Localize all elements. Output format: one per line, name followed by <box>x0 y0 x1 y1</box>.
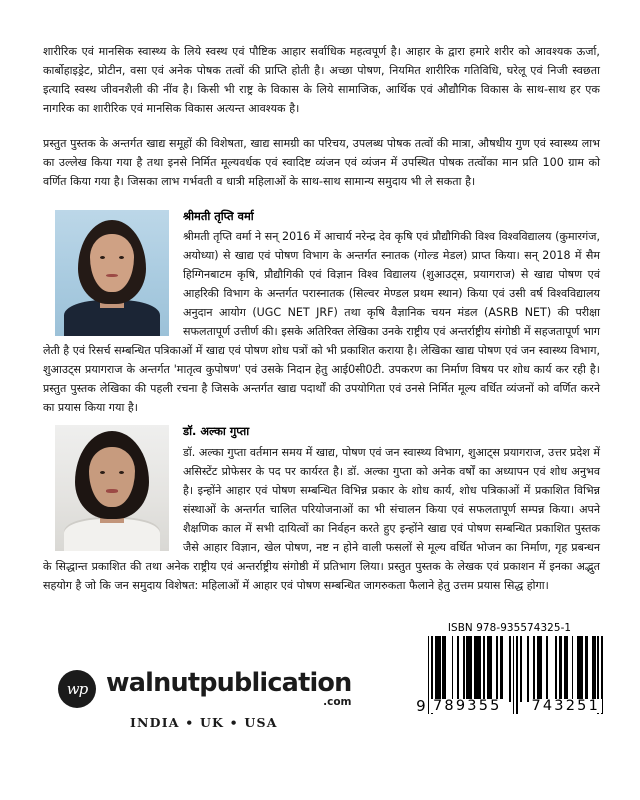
cover-footer <box>0 622 640 752</box>
author-block-1 <box>43 208 600 418</box>
barcode-digit-group-1: 789355 <box>433 697 502 714</box>
isbn-label: ISBN 978-935574325-1 <box>447 622 572 634</box>
publisher-name <box>106 667 352 708</box>
author-bio-1: श्रीमती तृप्ति वर्मा ने सन् 2016 में आचार्य नरेन्द्र देव कृषि एवं प्रौद्यौगिकी विश्व विश्वविद्यालय (कुमारगंज, अयोध्या) से खाद्य एवं पोषण विभाग के अन्तर्गत स्नातक (गोल्ड मेडल) प्राप्त किया। सन् 2018 में सैम हिग्गिनबाटम कृषि, प्रौद्यौगिकी एवं विज्ञान विश्व विद्यालय (शुआउट्स, प्रयागराज) से खाद्य पोषण एवं आहरिकी विभाग के अन्तर्गत परास्नातक (सिल्वर मेण्डल प्रथम स्थान) किया एवं उसी वर्ष विश्वविद्यालय अनुदान आयोग (UGC NET JRF) तथा कृषि वैज्ञानिक चयन मंडल (ASRB NET) की परीक्षा सफलतापूर्ण उत्तीर्ण की। इसके अतिरिक्त लेखिका उनके राष्ट्रीय एवं अन्तर्राष्ट्रीय संगोष्ठी में सहजतापूर्ण भाग लेती है एवं रिसर्च सम्बन्धित पत्रिकाओं में खाद्य एवं पोषण शोध पत्रों को भी प्रकाशित कराया है। लेखिका खाद्य पोषण एवं जन स्वास्थ्य विभाग, शुआउट्स प्रयागराज के अन्तर्गत 'मातृत्व कुपोषण' एवं उसके निदान हेतु आई0सी0टी. उपकरण का निर्माण विषय पर शोध कार्य कर रही है।प्रस्तुत पुस्तक लेखिका की पहली रचना है जिसके अन्तर्गत खाद्य पदार्थों की उपयोगिता एवं उनसे निर्मित मूल्य वर्धित व्यंजनों को वर्णित करने का प्रयास किया गया है। <box>43 229 600 415</box>
author-bio-2: डॉ. अल्का गुप्ता वर्तमान समय में खाद्य, पोषण एवं जन स्वास्थ्य विभाग, शुआट्स प्रयागराज, उत्तर प्रदेश में असिस्टेंट प्रोफेसर के पद पर कार्यरत है। डॉ. अल्का गुप्ता को अनेक वर्षों का अध्यापन एवं शोध अनुभव है। इन्होंने आहार एवं पोषण सम्बन्धित विभिन्न प्रकार के शोध कार्य, शोध पत्रिकाओं में प्रकाशित विभिन्न संस्थाओं के अन्तर्गत चालित परियोजनाओं का भी संचालन किया एवं सफलतापूर्ण सम्पन्न किया। अपने शैक्षणिक काल में सभी दायित्वों का निर्वहन करते हुए इन्होंने खाद्य एवं पोषण सम्बन्धित प्रकाशित पुस्तक जैसे आहार विज्ञान, खेल पोषण, नष्ट न होने वाली फसलों से मूल्य वर्धित भोजन का निर्माण, गृह प्रबन्धन के सिद्धान्त प्रकाशित की तथा अनेक राष्ट्रीय एवं अन्तर्राष्ट्रीय संगोष्ठी में प्रतिभाग लिया। प्रस्तुत पुस्तक के लेखक एवं प्रकाशन में इनका अद्भुत सहयोग है जो कि जन समुदाय विशेषत: महिलाओं में आहार एवं पोषण सम्बन्धित जागरुकता फैलाने हेतु उत्तम प्रयास सिद्ध होगा। <box>43 445 600 593</box>
cover-text-content <box>43 42 600 601</box>
barcode-digit-group-2: 743251 <box>531 697 600 714</box>
author-photo-2 <box>55 425 169 551</box>
publisher-countries: INDIA • UK • USA <box>130 715 278 730</box>
author-name-1: श्रीमती तृप्ति वर्मा <box>183 208 254 223</box>
author-block-2 <box>43 423 600 595</box>
publisher-logo-block <box>58 667 352 730</box>
author-photo-1 <box>55 210 169 336</box>
author-name-2: डॉ. अल्का गुप्ता <box>183 424 250 439</box>
walnut-monogram-icon: wp <box>58 670 96 708</box>
barcode-bars <box>428 636 603 714</box>
barcode-left-digit: 9 <box>416 697 426 715</box>
intro-paragraph-2: प्रस्तुत पुस्तक के अन्तर्गत खाद्य समूहों की विशेषता, खाद्य सामग्री का परिचय, उपलब्ध पोषक तत्वों की मात्रा, औषधीय गुण एवं स्वास्थ्य लाभ का उल्लेख किया गया है तथा इनसे निर्मित मूल्यवर्धक एवं स्वादिष्ट व्यंजन एवं व्यंजन में उपस्थित पोषक तत्वोंका मान प्रति 100 ग्राम को वर्णित किया गया है। जिसका लाभ गर्भवती व धात्री महिलाओं के साथ-साथ सामान्य समुदाय भी ले सकता है। <box>43 137 600 189</box>
isbn-barcode-block <box>417 622 602 714</box>
publisher-name-text: walnutpublication <box>106 667 352 698</box>
publisher-domain: .com <box>323 696 352 708</box>
barcode-image <box>417 636 602 714</box>
intro-paragraph-1: शारीरिक एवं मानसिक स्वास्थ्य के लिये स्वस्थ एवं पौष्टिक आहार सर्वाधिक महत्वपूर्ण है। आहार के द्वारा हमारे शरीर को आवश्यक ऊर्जा, कार्बोहाइड्रेट, प्रोटीन, वसा एवं अनेक पोषक तत्वों की प्राप्ति होती है। अच्छा पोषण, नियमित शारीरिक गतिविधि, घरेलू एवं निजी स्वछता इत्यादि स्वस्थ जीवनशैली की नींव है। किसी भी राष्ट्र के विकास के लिये सामाजिक, आर्थिक एवं औद्यौगिक विकास के साथ-साथ हर एक नागरिक का शारीरिक एवं मानसिक विकास अत्यन्त आवश्यक है। <box>43 45 600 116</box>
